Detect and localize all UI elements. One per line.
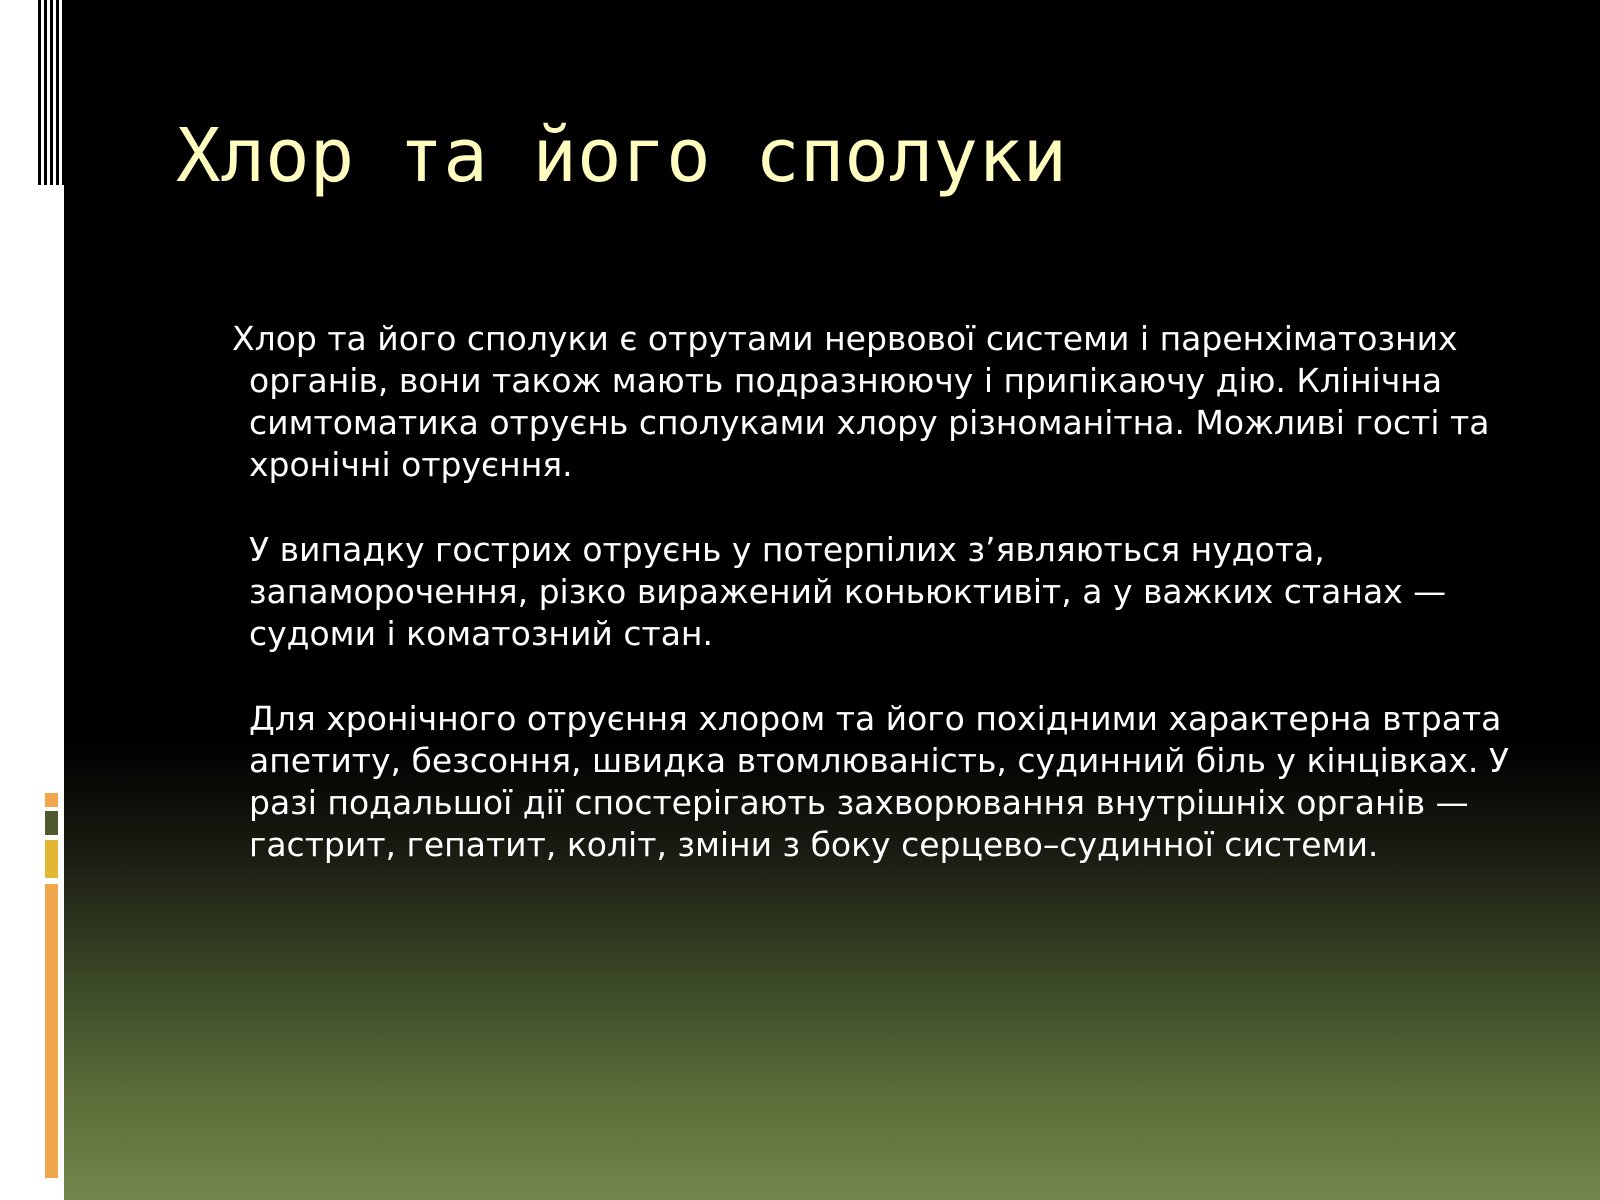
paragraph-1: Хлор та його сполуки є отрутами нервової системи і паренхіматозних органів, вони також мають подразнюючу і припікаючу дію. Клінічна симтоматика отруєнь сполуками хлору різноманітна. Можливі гості та хронічні отруєння. xyxy=(232,319,1490,484)
orange-accent-bar xyxy=(45,884,58,1178)
paragraph-3: Для хронічного отруєння хлором та його похідними характерна втрата апетиту, безсоння, швидка втомлюваність, судинний біль у кінцівках. У разі подальшої дії спостерігають захворювання внутрішніх органів — гастрит, гепатит, коліт, зміни з боку серцево–судинної системи. xyxy=(249,699,1509,864)
slide-body xyxy=(232,318,1552,909)
vertical-lines-decoration xyxy=(38,0,64,185)
olive-accent-block xyxy=(45,811,58,835)
yellow-accent-block xyxy=(45,840,58,878)
paragraph-2: У випадку гострих отруєнь у потерпілих з’являються нудота, запаморочення, різко виражений коньюктивіт, а у важких станах — судоми і коматозний стан. xyxy=(249,530,1447,653)
left-decoration-strip xyxy=(0,0,64,1200)
orange-accent-block xyxy=(45,793,58,807)
slide-title: Хлор та його сполуки xyxy=(176,113,1068,199)
slide-canvas xyxy=(64,0,1600,1200)
